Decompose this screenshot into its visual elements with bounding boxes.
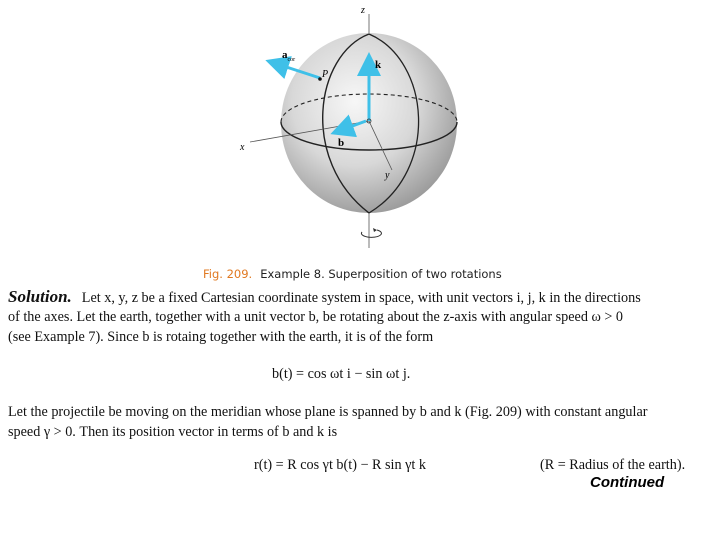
solution-line-3: (see Example 7). Since b is rotaing together with the earth, it is of the form: [8, 329, 434, 345]
solution-paragraph: [8, 287, 712, 347]
equation-r: r(t) = R cos γt b(t) − R sin γt k: [254, 457, 426, 473]
figure-caption: [203, 267, 502, 281]
b-label: b: [338, 137, 345, 149]
a-cor-label: $a_{cor}$: [282, 49, 296, 63]
x-axis-label: x: [240, 142, 245, 153]
solution-line-1: Let x, y, z be a fixed Cartesian coordinate system in space, with unit vectors i, j, k in the directions: [81, 290, 641, 306]
equation-b: b(t) = cos ωt i − sin ωt j.: [272, 366, 411, 382]
solution-heading: Solution.: [8, 287, 72, 306]
rotation-arrow-icon: [361, 230, 381, 237]
projectile-line-2: speed γ > 0. Then its position vector in terms of b and k is: [8, 424, 338, 440]
projectile-line-1: Let the projectile be moving on the meridian whose plane is spanned by b and k (Fig. 209) with constant angular: [8, 404, 648, 420]
k-label: k: [375, 59, 382, 71]
figure-caption-text: Example 8. Superposition of two rotations: [260, 267, 502, 281]
equation-r-note: (R = Radius of the earth).: [540, 457, 686, 473]
solution-line-2: of the axes. Let the earth, together with a unit vector b, be rotating about the z-axis with angular speed ω > 0: [8, 309, 623, 325]
z-axis-label: z: [361, 5, 365, 16]
y-axis-label: y: [385, 170, 390, 181]
p-label: P: [322, 69, 329, 80]
rotation-arrowhead-icon: [373, 228, 377, 232]
continued-label: Continued: [590, 474, 665, 491]
projectile-paragraph: [8, 402, 712, 442]
figure-number: Fig. 209.: [203, 267, 253, 281]
